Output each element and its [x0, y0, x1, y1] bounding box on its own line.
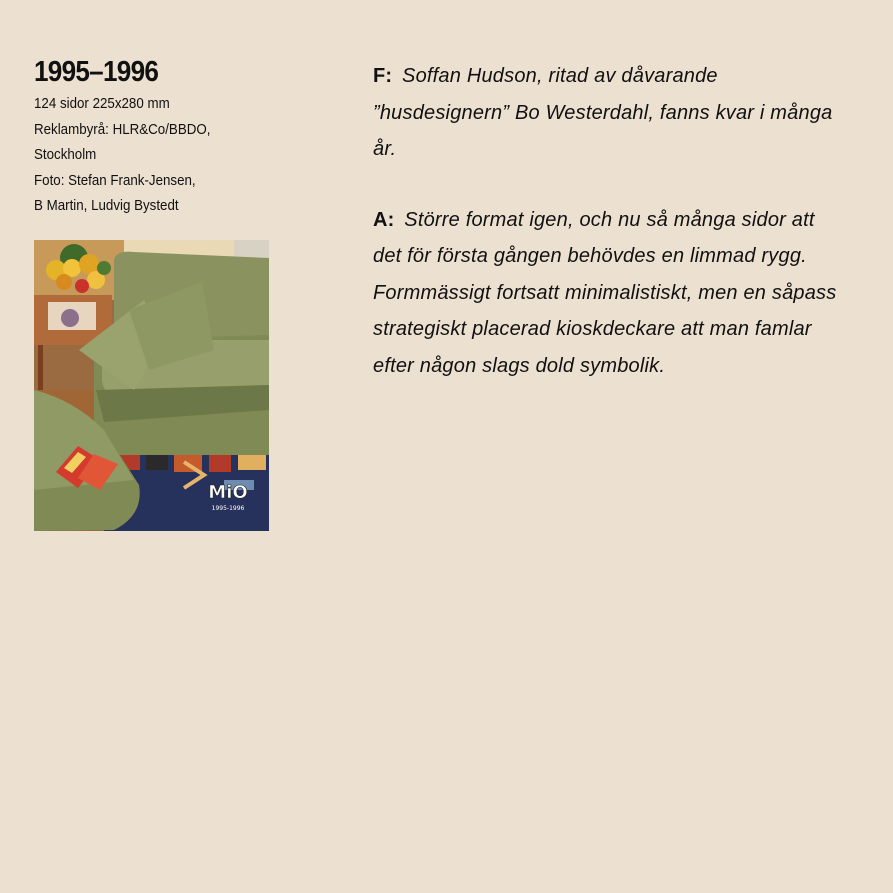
meta-city: Stockholm [34, 147, 97, 163]
meta-agency: Reklambyrå: HLR&Co/BBDO, [34, 121, 211, 138]
meta-photographers: B Martin, Ludvig Bystedt [34, 198, 179, 214]
catalog-info [34, 54, 294, 220]
cover-years: 1995-1996 [211, 505, 245, 512]
paragraph-text-a: Större format igen, och nu så många sidor att det för första gången behövdes en limmad rygg. Formmässigt fortsatt minimalistiskt, men en såpass strategiskt placerad kioskdeckare att man famlar efter någon slags dold symbolik. [373, 208, 837, 377]
catalog-cover-image [34, 240, 269, 531]
speaker-label-f: F: [373, 65, 393, 87]
speaker-label-a: A: [373, 208, 395, 231]
catalog-meta [34, 92, 273, 220]
commentary-paragraph-f [373, 58, 843, 168]
meta-pages: 124 sidor 225x280 mm [34, 96, 170, 112]
commentary [373, 58, 843, 418]
cover-logo: MiO [208, 482, 248, 503]
paragraph-text-f: Soffan Hudson, ritad av dåvarande ”husdesignern” Bo Westerdahl, fanns kvar i många år. [373, 65, 833, 160]
meta-photo: Foto: Stefan Frank-Jensen, [34, 172, 196, 189]
commentary-paragraph-a [373, 202, 843, 385]
page-title: 1995–1996 [34, 56, 159, 88]
